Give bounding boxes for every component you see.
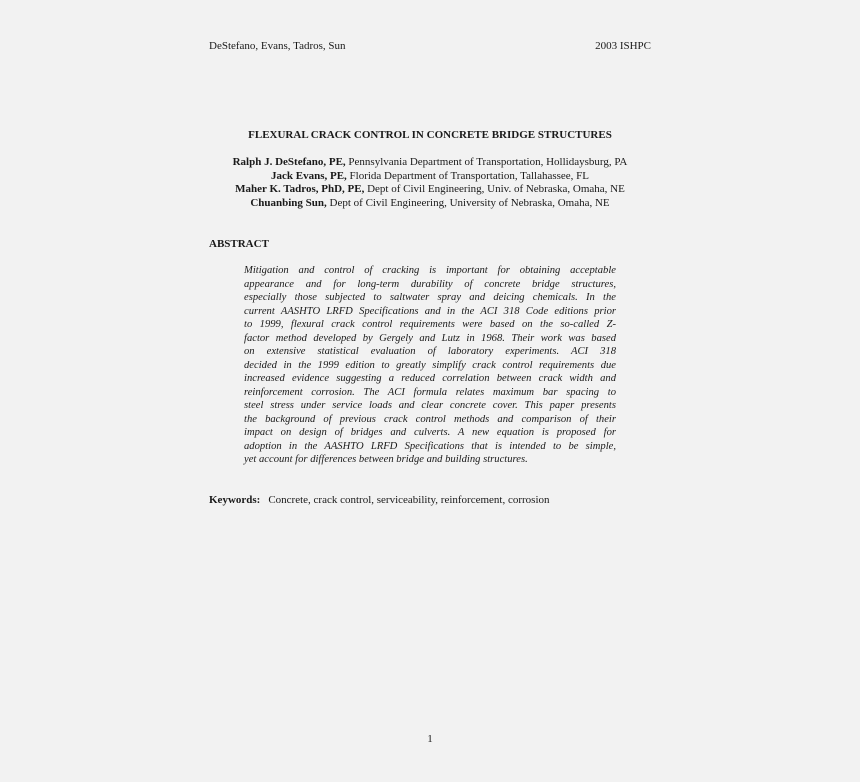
- keywords: [209, 494, 550, 506]
- author-line: [0, 156, 860, 170]
- abstract-line: on extensive statistical evaluation of laboratory experiments. ACI 318: [244, 346, 616, 357]
- author-affiliation: Dept of Civil Engineering, Univ. of Nebraska, Omaha, NE: [364, 183, 625, 196]
- author-name: Maher K. Tadros, PhD, PE,: [235, 183, 365, 196]
- abstract-line: to 1999, flexural crack control requirements were based on the so-called Z-: [244, 319, 616, 330]
- abstract-line: appearance and for long-term durability of concrete bridge structures,: [244, 278, 616, 290]
- abstract-line: increased evidence suggesting a reduced correlation between crack width and: [244, 373, 616, 384]
- author-affiliation: Dept of Civil Engineering, University of Nebraska, Omaha, NE: [326, 196, 610, 209]
- author-affiliation: Florida Department of Transportation, Tallahassee, FL: [346, 169, 589, 182]
- author-name: Ralph J. DeStefano, PE,: [232, 156, 346, 168]
- abstract-line: impact on design of bridges and culverts. A new equation is proposed for: [244, 427, 616, 438]
- abstract-line: steel stress under service loads and clear concrete cover. This paper presents: [244, 400, 616, 411]
- keywords-text: Concrete, crack control, serviceability, reinforcement, corrosion: [268, 494, 550, 506]
- abstract-heading: ABSTRACT: [209, 238, 269, 250]
- abstract-line: decided in the 1999 edition to greatly simplify crack control requirements due: [244, 359, 616, 371]
- abstract-line: factor method developed by Gergely and Lutz in 1968. Their work was based: [244, 332, 616, 344]
- author-line: [0, 183, 860, 197]
- running-head: [209, 40, 651, 52]
- running-head-authors: DeStefano, Evans, Tadros, Sun: [209, 40, 346, 52]
- author-affiliation: Pennsylvania Department of Transportation, Hollidaysburg, PA: [345, 156, 628, 168]
- author-line: [0, 170, 860, 184]
- keywords-label: Keywords:: [209, 494, 261, 506]
- running-head-conference: 2003 ISHPC: [595, 40, 651, 52]
- abstract-line: yet account for differences between bridge and building structures.: [244, 454, 528, 465]
- author-line: [0, 197, 860, 211]
- abstract-line: the background of previous crack control methods and comparison of their: [244, 413, 616, 425]
- abstract-line: current AASHTO LRFD Specifications and in the ACI 318 Code editions prior: [244, 305, 616, 317]
- author-name: Chuanbing Sun,: [250, 196, 327, 209]
- abstract-line: Mitigation and control of cracking is important for obtaining acceptable: [244, 265, 616, 276]
- author-list: [0, 156, 860, 210]
- abstract-line: reinforcement corrosion. The ACI formula relates maximum bar spacing to: [244, 386, 616, 398]
- page-number: 1: [427, 733, 433, 745]
- abstract-line: adoption in the AASHTO LRFD Specifications that is intended to be simple,: [244, 440, 616, 452]
- paper-title: FLEXURAL CRACK CONTROL IN CONCRETE BRIDGE STRUCTURES: [248, 129, 612, 141]
- abstract-text: [244, 264, 616, 467]
- author-name: Jack Evans, PE,: [270, 169, 347, 182]
- abstract-line: especially those subjected to saltwater spray and deicing chemicals. In the: [244, 292, 616, 303]
